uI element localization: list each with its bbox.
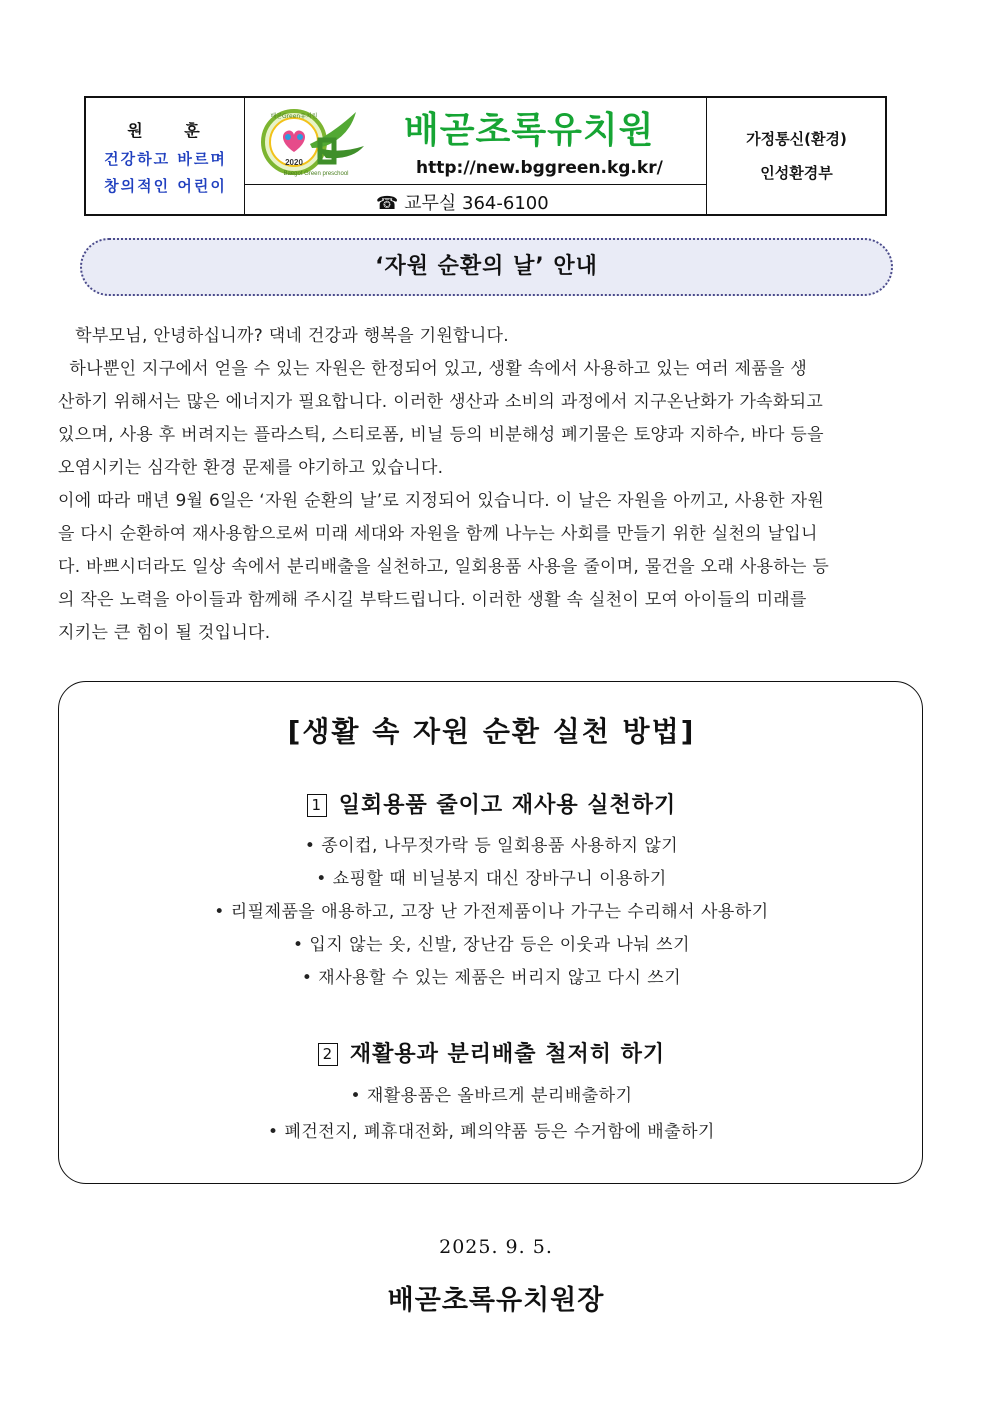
logo-bottom-text: Baegot Green preschool: [283, 171, 349, 177]
section-1-title-text: 일회용품 줄이고 재사용 실천하기: [338, 793, 677, 818]
list-item: • 폐건전지, 폐휴대전화, 폐의약품 등은 수거함에 배출하기: [268, 1122, 715, 1142]
school-url[interactable]: http://new.bggreen.kg.kr/: [416, 158, 663, 178]
body-line: 산하기 위해서는 많은 에너지가 필요합니다. 이러한 생산과 소비의 과정에서 지구온난화가 가속화되고: [58, 392, 824, 412]
department-name: 인성환경부: [760, 164, 833, 182]
issue-date: 2025. 9. 5.: [439, 1236, 553, 1258]
motto-line-1: 건강하고 바르며: [104, 150, 227, 168]
body-line: 지키는 큰 힘이 될 것입니다.: [58, 623, 271, 643]
body-text: [58, 320, 916, 650]
signature: 배곧초록유치원장: [387, 1285, 605, 1316]
header-table: [84, 96, 887, 216]
body-line: 을 다시 순환하여 재사용함으로써 미래 세대와 자원을 함께 나누는 사회를 만들기 위한 실천의 날입니: [58, 524, 818, 544]
notice-title: ‘자원 순환의 날’ 안내: [80, 238, 893, 296]
logo-year: 2020: [285, 158, 303, 167]
motto-line-2: 창의적인 어린이: [104, 177, 227, 195]
list-item: • 입지 않는 옷, 신발, 장난감 등은 이웃과 나눠 쓰기: [293, 935, 690, 955]
list-item: • 쇼핑할 때 비닐봉지 대신 장바구니 이용하기: [316, 869, 667, 889]
section-2-title-text: 재활용과 분리배출 철저히 하기: [349, 1042, 666, 1067]
list-item: • 종이컵, 나무젓가락 등 일회용품 사용하지 않기: [304, 836, 679, 856]
body-line: 다. 바쁘시더라도 일상 속에서 분리배출을 실천하고, 일회용품 사용을 줄이며, 물건을 오래 사용하는 등: [58, 557, 830, 577]
motto-title: 원 훈: [127, 121, 218, 140]
section-2-title: [59, 1037, 924, 1068]
newsletter-type: 가정통신(환경): [746, 130, 847, 148]
logo-arc-text: 배곧Green유치원: [270, 113, 318, 120]
section-1-title: [59, 788, 924, 819]
body-line: 이에 따라 매년 9월 6일은 ‘자원 순환의 날’로 지정되어 있습니다. 이 날은 자원을 아끼고, 사용한 자원: [58, 491, 825, 511]
body-line: 있으며, 사용 후 버려지는 플라스틱, 스티로폼, 비닐 등의 비분해성 폐기물은 토양과 지하수, 바다 등을: [58, 425, 824, 445]
section-number-box: 1: [307, 794, 327, 817]
list-item: • 리필제품을 애용하고, 고장 난 가전제품이나 가구는 수리해서 사용하기: [214, 902, 769, 922]
practice-methods-box: [58, 681, 923, 1184]
list-item: • 재활용품은 올바르게 분리배출하기: [350, 1086, 633, 1106]
school-name: 배곧초록유치원: [404, 110, 655, 151]
body-line: 학부모님, 안녕하십니까? 댁네 건강과 행복을 기원합니다.: [58, 326, 509, 346]
body-line: 하나뿐인 지구에서 얻을 수 있는 자원은 한정되어 있고, 생활 속에서 사용하고 있는 여러 제품을 생: [58, 359, 808, 379]
list-item: • 재사용할 수 있는 제품은 버리지 않고 다시 쓰기: [301, 968, 682, 988]
section-number-box: 2: [318, 1043, 338, 1066]
box-title: [생활 속 자원 순환 실천 방법]: [287, 715, 696, 748]
department-cell: [706, 98, 885, 214]
office-phone: ☎ 교무실 364-6100: [376, 193, 549, 214]
motto-cell: [86, 98, 245, 214]
body-line: 의 작은 노력을 아이들과 함께해 주시길 부탁드립니다. 이러한 생활 속 실천이 모여 아이들의 미래를: [58, 590, 807, 610]
body-line: 오염시키는 심각한 환경 문제를 야기하고 있습니다.: [58, 458, 444, 478]
header-divider: [245, 184, 706, 185]
school-logo: [260, 104, 372, 180]
